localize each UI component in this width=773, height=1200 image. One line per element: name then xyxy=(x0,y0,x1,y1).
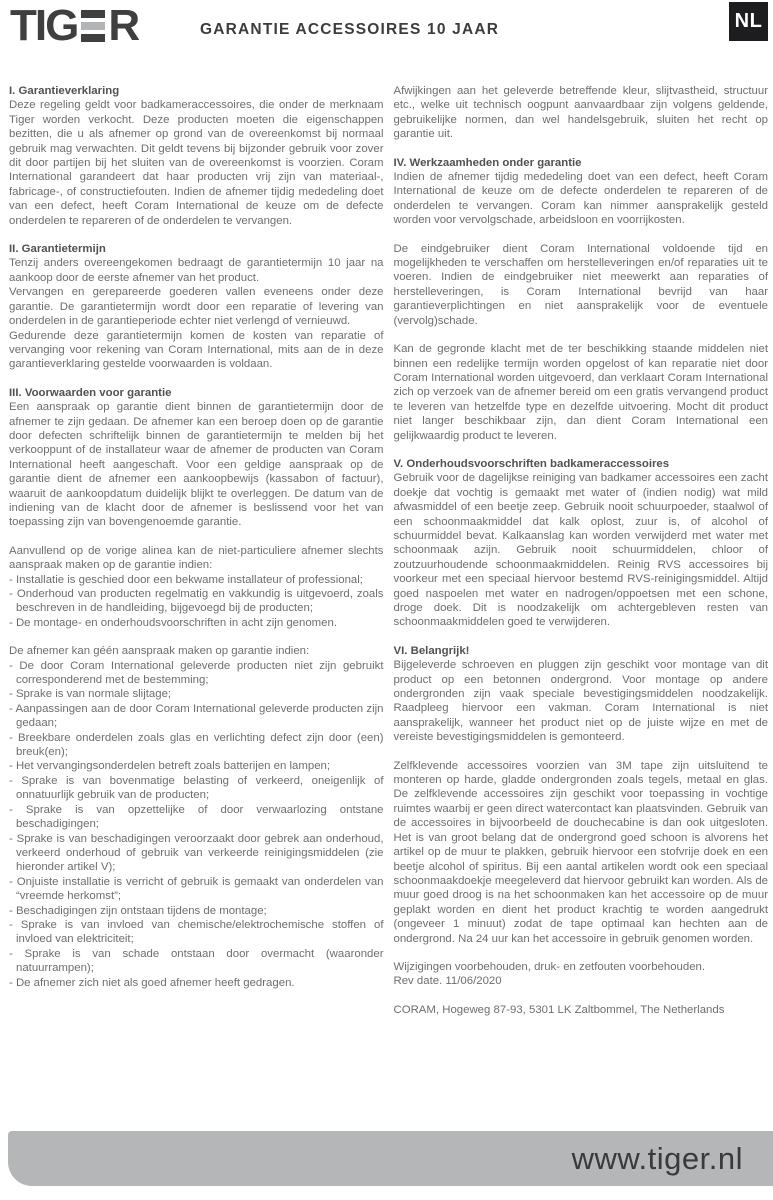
logo-letter-r: R xyxy=(108,1,139,50)
country-badge: NL xyxy=(729,2,768,41)
paragraph: Gedurende deze garantietermijn komen de kosten van reparatie of vervanging voor rekening van Coram International, mits aan de in deze garantieverklaring gestelde voorwaarden is voldaan. xyxy=(9,329,384,371)
list-item: - Sprake is van bovenmatige belasting of verkeerd, oneigenlijk of onnatuurlijk gebruik van de producten; xyxy=(9,774,384,802)
paragraph: Kan de gegronde klacht met de ter beschikking staande middelen niet binnen een redelijke termijn worden opgelost of kan reparatie niet door Coram International worden uitgevoerd, dan verklaart Coram International zich op verzoek van de afnemer bereid om een gratis vervangend product te leveren van hetzelfde type en dezelfde uitvoering. Mocht dit product niet langer beschikbaar zijn, dan dient Coram International een gelijkwaardig product te leveren. xyxy=(393,343,768,442)
paragraph: Gebruik voor de dagelijkse reiniging van badkamer accessoires een zacht doekje dat vochtig is gemaakt met water of (indien nodig) wat mild afwasmiddel of een beetje zeep. Gebruik nooit schuurpoeder, staalwol of een schoonmaakmiddel dat kalk oplost, zuur is, of alcohol of schuurmiddel bevat. Kalkaanslag kan worden verwijderd met water met schoonmaak azijn. Gebruik nooit schuurmiddelen, chloor of zoutzuurhoudende schoonmaakmiddelen. Reinig RVS accessoires bij voorkeur met een speciaal hiervoor bestemd RVS-reinigingsmiddel. Altijd goed naspoelen met water en nadrogen/oppoetsen met een schone, droge doek. Dit is noodzakelijk om achtergebleven resten van schoonmaakmiddelen goed te verwijderen. xyxy=(393,472,768,629)
list-item: - Onderhoud van producten regelmatig en vakkundig is uitgevoerd, zoals beschreven in de handleiding, bijgevoegd bij de producten; xyxy=(9,588,384,615)
list-item: - Aanpassingen aan de door Coram International geleverde producten zijn gedaan; xyxy=(9,702,384,730)
list-item: - Installatie is geschied door een bekwame installateur of professional; xyxy=(9,573,363,586)
paragraph: Tenzij anders overeengekomen bedraagt de garantietermijn 10 jaar na aankoop door de eerste afnemer van het product. xyxy=(9,257,384,284)
paragraph: Rev date. 11/06/2020 xyxy=(393,975,502,988)
website-link[interactable]: www.tiger.nl xyxy=(571,1140,743,1176)
list-item: - Sprake is van invloed van chemische/elektrochemische stoffen of invloed van elektriciteit; xyxy=(9,918,384,946)
logo-stylized-e-icon xyxy=(81,9,105,43)
warranty-text xyxy=(9,84,768,1017)
paragraph: Afwijkingen aan het geleverde betreffende kleur, slijtvastheid, structuur etc., welke uit technisch oogpunt aanvaardbaar zijn volgens geldende, gebruikelijke normen, dan wel handelsgebruik, sluiten het recht op garantie uit. xyxy=(393,85,768,141)
paragraph: CORAM, Hogeweg 87-93, 5301 LK Zaltbommel, The Netherlands xyxy=(393,1003,725,1016)
list-item: - De montage- en onderhoudsvoorschriften in acht zijn genomen. xyxy=(9,616,337,629)
right-column xyxy=(394,84,769,1017)
paragraph: Zelfklevende accessoires voorzien van 3M tape zijn uitsluitend te monteren op harde, gladde ondergronden zoals tegels, metaal en glas. De zelfklevende accessoires zijn geschikt voor toepassing in vochtige ruimtes waarbij er geen direct watercontact kan plaatsvinden. Gebruik van de accessoires in bijvoorbeeld de douchecabine is dan ook uitgesloten. Het is van groot belang dat de ondergrond goed schoon is alvorens het artikel op de muur te plakken, gebruik hiervoor een stofvrije doek en een beetje alcohol of spiritus. Bij een aantal artikelen wordt ook een speciaal schoonmaakdoekje meegeleverd dat hiervoor gebruikt kan worden. Als de muur goed droog is na het schoonmaken kan het accessoire op de muur geplakt worden en dient het product krachtig te worden aangedrukt (ongeveer 1 minuut) zodat de tape optimaal kan hechten aan de ondergrond. Na 24 uur kan het accessoire in gebruik genomen worden. xyxy=(393,759,768,945)
page-title: GARANTIE ACCESSOIRES 10 JAAR xyxy=(200,21,500,38)
paragraph: Deze regeling geldt voor badkameraccessoires, die onder de merknaam Tiger worden verkocht. Deze producten moeten die eigenschappen bezitten, die u als afnemer op grond van de overeenkomst bij normaal gebruik mag verwachten. Dit geldt tevens bij bijzonder gebruik voor zover dit door partijen bij het sluiten van de overeenkomst is voorzien. Coram International garandeert dat haar producten vrij zijn van materiaal-, fabricage-, of constructiefouten. Indien de afnemer tijdig mededeling doet van een defect, heeft Coram International de keuze om de defecte onderdelen te repareren of de onderdelen te vervangen. xyxy=(9,99,384,227)
list-item: - De door Coram International geleverde producten niet zijn gebruikt corresponderend met de bestemming; xyxy=(9,659,384,687)
tiger-logo xyxy=(10,1,139,50)
list-item: - Onjuiste installatie is verricht of gebruik is gemaakt van onderdelen van “vreemde herkomst”; xyxy=(9,875,384,903)
section-heading: IV. Werkzaamheden onder garantie xyxy=(393,156,582,169)
paragraph: De afnemer kan géén aanspraak maken op garantie indien: xyxy=(9,645,310,658)
section-heading: V. Onderhoudsvoorschriften badkameraccessoires xyxy=(393,457,670,470)
list-item: - Het vervangingsonderdelen betreft zoals batterijen en lampen; xyxy=(9,760,331,773)
paragraph: Aanvullend op de vorige alinea kan de niet-particuliere afnemer slechts aanspraak maken op de garantie indien: xyxy=(9,544,384,572)
logo-letters-tig: TIG xyxy=(10,1,78,50)
footer-bar xyxy=(8,1131,773,1186)
section-heading: VI. Belangrijk! xyxy=(393,644,470,657)
paragraph: Wijzigingen voorbehouden, druk- en zetfouten voorbehouden. xyxy=(393,960,706,973)
paragraph: Een aanspraak op garantie dient binnen de garantietermijn door de afnemer te zijn gedaan. De afnemer kan een beroep doen op de garantie door defecten schriftelijk binnen de garantietermijn te melden bij het verkooppunt of de installateur waar de afnemer de producten van Coram International heeft aangeschaft. Voor een geldige aanspraak op de garantie dient de afnemer een aankoopbewijs (kassabon of factuur), waaruit de aankoopdatum duidelijk blijkt te overleggen. De datum van de indiening van de klacht door de afnemer is beslissend voor het van toepassing zijn van bovengenoemde garantie. xyxy=(9,401,384,529)
left-column xyxy=(9,84,384,1017)
paragraph: Bijgeleverde schroeven en pluggen zijn geschikt voor montage van dit product op een betonnen ondergrond. Voor montage op andere ondergronden zijn vaak speciale bevestigingsmiddelen noodzakelijk. Raadpleeg hiervoor een vakman. Coram International is niet aansprakelijk, wanneer het product niet op de juiste wijze en met de vereiste bevestigingsmiddelen is gemonteerd. xyxy=(393,659,768,744)
list-item: - Sprake is van beschadigingen veroorzaakt door gebrek aan onderhoud, verkeerd onderhoud of gebruik van verkeerde reinigingsmiddelen (zie hieronder artikel V); xyxy=(9,832,384,874)
section-heading: I. Garantieverklaring xyxy=(9,85,120,97)
list-item: - De afnemer zich niet als goed afnemer heeft gedragen. xyxy=(9,976,295,989)
section-heading: III. Voorwaarden voor garantie xyxy=(9,386,172,399)
list-item: - Beschadigingen zijn ontstaan tijdens de montage; xyxy=(9,904,267,917)
list-item: - Breekbare onderdelen zoals glas en verlichting defect zijn door (een) breuk(en); xyxy=(9,731,384,759)
paragraph: De eindgebruiker dient Coram International voldoende tijd en mogelijkheden te verschaffen om herstelleveringen en/of reparaties uit te voeren. Indien de eindgebruiker niet meewerkt aan reparaties of herstelleveringen, is Coram International bevrijd van haar garantieverplichtingen en niet aansprakelijk voor de eventuele (vervolg)schade. xyxy=(393,242,768,327)
list-item: - Sprake is van opzettelijke of door verwaarlozing ontstane beschadigingen; xyxy=(9,803,384,831)
list-item: - Sprake is van normale slijtage; xyxy=(9,688,172,701)
section-heading: II. Garantietermijn xyxy=(9,243,106,256)
document-header xyxy=(0,0,773,70)
paragraph: Indien de afnemer tijdig mededeling doet van een defect, heeft Coram International de keuze om de defecte onderdelen te repareren of de onderdelen te vervangen. Coram kan nimmer aansprakelijk gesteld worden voor vervolgschade, arbeidsloon en voorrijkosten. xyxy=(393,171,768,227)
paragraph: Vervangen en gerepareerde goederen vallen eveneens onder deze garantie. De garantietermijn wordt door een reparatie of levering van onderdelen in de garantieperiode echter niet verlengd of vernieuwd. xyxy=(9,286,384,328)
list-item: - Sprake is van schade ontstaan door overmacht (waaronder natuurrampen); xyxy=(9,947,384,975)
